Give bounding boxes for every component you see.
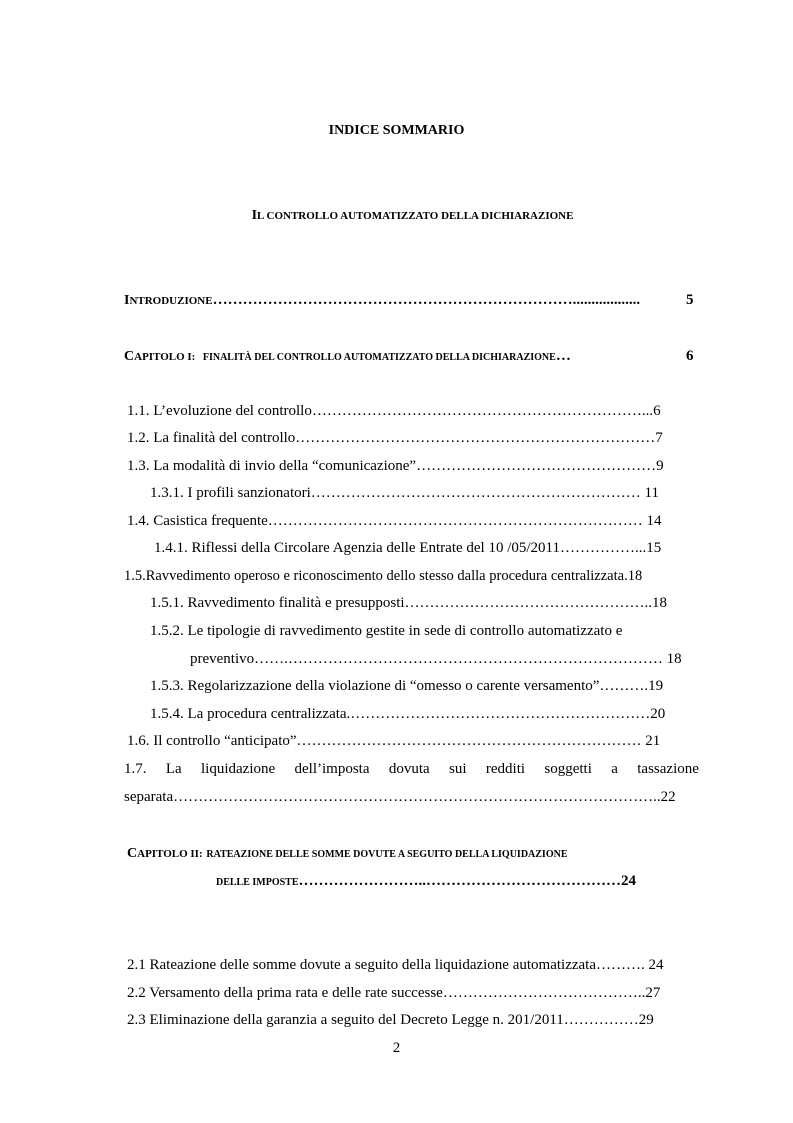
toc-entry-text: 1.4. Casistica frequente………………………………………………………………… 14 xyxy=(127,513,662,529)
toc-entry xyxy=(150,676,663,696)
intro-rest: NTRODUZIONE xyxy=(129,295,213,307)
toc-entry xyxy=(127,955,664,975)
cap1-leader: … xyxy=(555,348,571,364)
toc-entry-text: 2.1 Rateazione delle somme dovute a seguito della liquidazione automatizzata………. 24 xyxy=(127,957,664,973)
toc-entry-text: 2.3 Eliminazione della garanzia a seguito del Decreto Legge n. 201/2011……………29 xyxy=(127,1012,654,1028)
toc-entry-text: 1.6. Il controllo “anticipato”…………………………………………………………… 21 xyxy=(127,733,661,749)
toc-entry xyxy=(150,704,665,724)
toc-entry xyxy=(154,538,661,558)
toc-entry xyxy=(150,593,667,613)
toc-entry xyxy=(127,983,660,1003)
toc-heading-capitolo-2 xyxy=(127,843,568,865)
toc-heading-capitolo-1 xyxy=(124,346,571,368)
justified-word: soggetti xyxy=(544,761,592,777)
toc-entry-text: 1.5.3. Regolarizzazione della violazione di “omesso o carente versamento”……….19 xyxy=(150,678,664,694)
toc-entry-text: 1.5.Ravvedimento operoso e riconoscimento dello stesso dalla procedura centralizzata.18 xyxy=(124,568,643,584)
subtitle-rest: L CONTROLLO AUTOMATIZZATO DELLA DICHIARAZIONE xyxy=(257,210,574,222)
justified-word: La xyxy=(165,761,182,777)
toc-entry-text: 1.1. L’evoluzione del controllo…………………………………………………………...6 xyxy=(127,403,661,419)
toc-entry-text: 1.4.1. Riflessi della Circolare Agenzia delle Entrate del 10 /05/2011……………...15 xyxy=(154,540,662,556)
toc-entry-text: 1.2. La finalità del controllo………………………………………………………………7 xyxy=(127,430,663,446)
justified-word: dell’imposta xyxy=(294,761,370,777)
toc-entry-text: separata……………………………………………………………………………………..22 xyxy=(124,789,676,805)
document-subtitle xyxy=(0,205,793,226)
cap2-label: APITOLO II: xyxy=(137,848,203,860)
justified-word: redditi xyxy=(485,761,526,777)
justified-word: tassazione xyxy=(637,761,699,777)
intro-leader: ……………………………………………………………….................. xyxy=(212,292,641,308)
page-title-text: INDICE SOMMARIO xyxy=(328,123,465,138)
page-title xyxy=(0,121,793,141)
toc-entry-justified xyxy=(124,759,699,779)
intro-page-number: 5 xyxy=(686,292,694,308)
cap1-initial: C xyxy=(124,349,135,364)
justified-word: dovuta xyxy=(388,761,430,777)
toc-entry xyxy=(150,483,659,503)
toc-entry-text: 1.5.2. Le tipologie di ravvedimento gestite in sede di controllo automatizzato e xyxy=(150,623,623,639)
toc-page-introduzione xyxy=(686,290,694,310)
toc-entry xyxy=(127,511,662,531)
toc-page-capitolo-1 xyxy=(686,346,694,366)
page-number xyxy=(0,1040,793,1057)
cap2-page-number: 24 xyxy=(621,873,637,889)
cap2-initial: C xyxy=(127,846,138,861)
justified-word: sui xyxy=(449,761,467,777)
cap1-label: APITOLO I: xyxy=(134,351,196,363)
toc-heading-introduzione xyxy=(124,290,640,311)
toc-entry-text: 1.3.1. I profili sanzionatori………………………………………………………… 11 xyxy=(150,485,659,501)
toc-entry xyxy=(127,731,660,751)
toc-entry xyxy=(124,566,642,586)
cap2-title: RATEAZIONE DELLE SOMME DOVUTE A SEGUITO DELLA LIQUIDAZIONE xyxy=(206,849,568,860)
toc-entry-text: 1.3. La modalità di invio della “comunicazione”…………………………………………9 xyxy=(127,458,664,474)
toc-heading-capitolo-2-cont xyxy=(216,871,636,893)
page-number-text: 2 xyxy=(392,1040,401,1056)
justified-word: liquidazione xyxy=(201,761,276,777)
toc-entry xyxy=(127,456,664,476)
cap2-leader: ……………………..………………………………… xyxy=(298,873,622,889)
cap1-title: FINALITÀ DEL CONTROLLO AUTOMATIZZATO DELLA DICHIARAZIONE xyxy=(202,352,556,363)
subtitle-initial: I xyxy=(251,208,258,223)
toc-entry-text: 1.5.4. La procedura centralizzata.……………………………………………………20 xyxy=(150,706,666,722)
toc-entry xyxy=(127,401,661,421)
justified-word: a xyxy=(611,761,618,777)
justified-word: 1.7. xyxy=(124,761,147,777)
cap1-page-number: 6 xyxy=(686,348,694,364)
toc-entry-text: preventivo…….………………………………………………………………… 18 xyxy=(190,651,682,667)
intro-initial: I xyxy=(124,293,130,308)
toc-entry xyxy=(124,787,676,807)
toc-entry-text: 2.2 Versamento della prima rata e delle rate successe…………………………………..27 xyxy=(127,985,661,1001)
toc-entry xyxy=(127,1010,654,1030)
toc-entry xyxy=(190,649,682,669)
toc-entry xyxy=(127,428,663,448)
toc-entry xyxy=(150,621,622,641)
cap2-title-cont: DELLE IMPOSTE xyxy=(216,877,299,888)
toc-entry-text: 1.5.1. Ravvedimento finalità e presupposti…………………………………………..18 xyxy=(150,595,668,611)
